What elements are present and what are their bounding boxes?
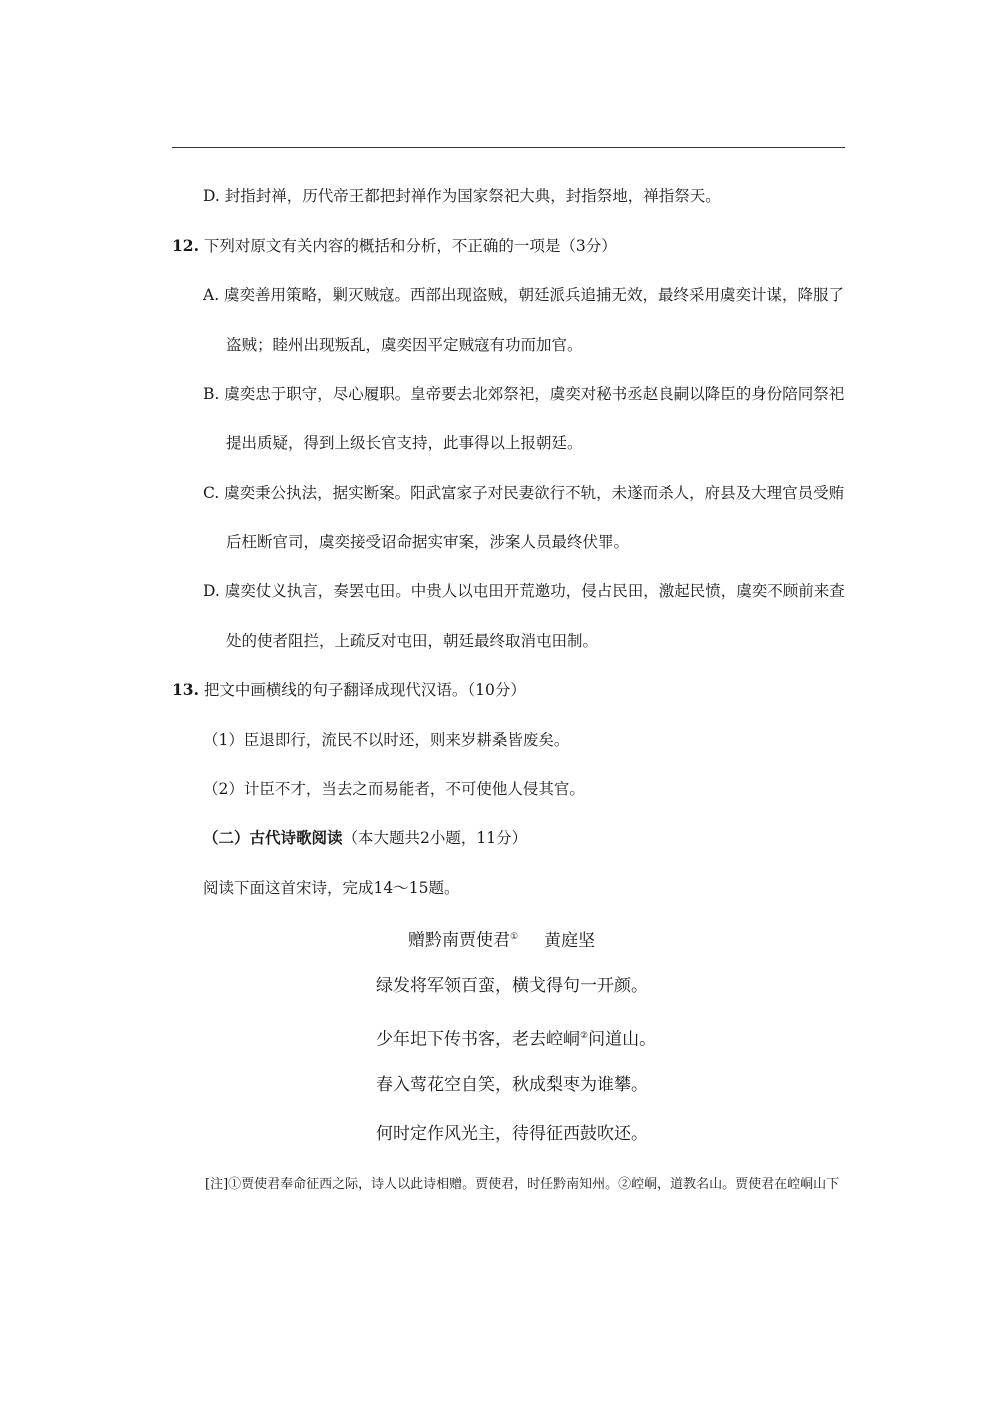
q12-option-b-line1: B. 虞奕忠于职守，尽心履职。皇帝要去北郊祭祀，虞奕对秘书丞赵良嗣以降臣的身份陪同祭祀 [203,385,845,403]
poem-line-2-a: 少年圯下传书客，老去崆峒 [376,1029,580,1050]
poem-author: 黄庭坚 [544,930,596,951]
q12-option-d-line2: 处的使者阻拦，上疏反对屯田，朝廷最终取消屯田制。 [226,632,599,650]
poem-annotation: [注]①贾使君奉命征西之际，诗人以此诗相赠。贾使君，时任黔南知州。②崆峒，道教名山。贾使君在崆峒山下 [205,1177,840,1192]
q12-option-a-line2: 盗贼；睦州出现叛乱，虞奕因平定贼寇有功而加官。 [226,336,583,354]
section-2-heading [203,828,527,848]
poem-line-1: 绿发将军领百蛮，横戈得句一开颜。 [376,976,648,996]
question-12 [172,236,617,256]
header-rule [172,147,845,148]
q12-option-a-line1: A. 虞奕善用策略，剿灭贼寇。西部出现盗贼，朝廷派兵追捕无效，最终采用虞奕计谋，降服了 [203,286,845,304]
section-2-title: （二）古代诗歌阅读 [203,828,343,847]
q13-item-2: （2）计臣不才，当去之而易能者，不可使他人侵其官。 [203,780,585,798]
q12-option-c-line1: C. 虞奕秉公执法，据实断案。阳武富家子对民妻欲行不轨，未遂而杀人，府县及大理官员受贿 [203,484,845,502]
q12-option-d-line1: D. 虞奕仗义执言，奏罢屯田。中贵人以屯田开荒邀功，侵占民田，激起民愤，虞奕不顾前来查 [203,582,845,600]
poem-line-3: 春入莺花空自笑，秋成梨枣为谁攀。 [376,1075,648,1095]
q12-option-b-line2: 提出质疑，得到上级长官支持，此事得以上报朝廷。 [226,434,583,452]
question-12-stem: 下列对原文有关内容的概括和分析，不正确的一项是（3分） [203,237,617,255]
poem-line-2-b: 问道山。 [588,1029,657,1050]
q11-option-d: D. 封指封禅，历代帝王都把封禅作为国家祭祀大典，封指祭地，禅指祭天。 [203,187,721,205]
q13-item-1: （1）臣退即行，流民不以时还，则来岁耕桑皆废矣。 [203,731,570,749]
poem-title: 赠黔南贾使君 [408,930,510,951]
q12-option-c-line2: 后枉断官司，虞奕接受诏命据实审案，涉案人员最终伏罪。 [226,533,630,551]
poem-line-4: 何时定作风光主，待得征西鼓吹还。 [376,1124,648,1144]
poem-line-2 [376,1026,656,1050]
poem-line-2-note-mark: ② [580,1031,589,1041]
question-13 [172,680,526,700]
poem-instruction: 阅读下面这首宋诗，完成14～15题。 [203,879,460,897]
question-12-number: 12. [172,236,199,255]
question-13-stem: 把文中画横线的句子翻译成现代汉语。（10分） [203,681,526,699]
poem-title-note-mark: ① [510,932,519,942]
section-2-note: （本大题共2小题，11分） [342,829,528,847]
question-13-number: 13. [172,680,199,699]
poem-heading [408,927,595,951]
